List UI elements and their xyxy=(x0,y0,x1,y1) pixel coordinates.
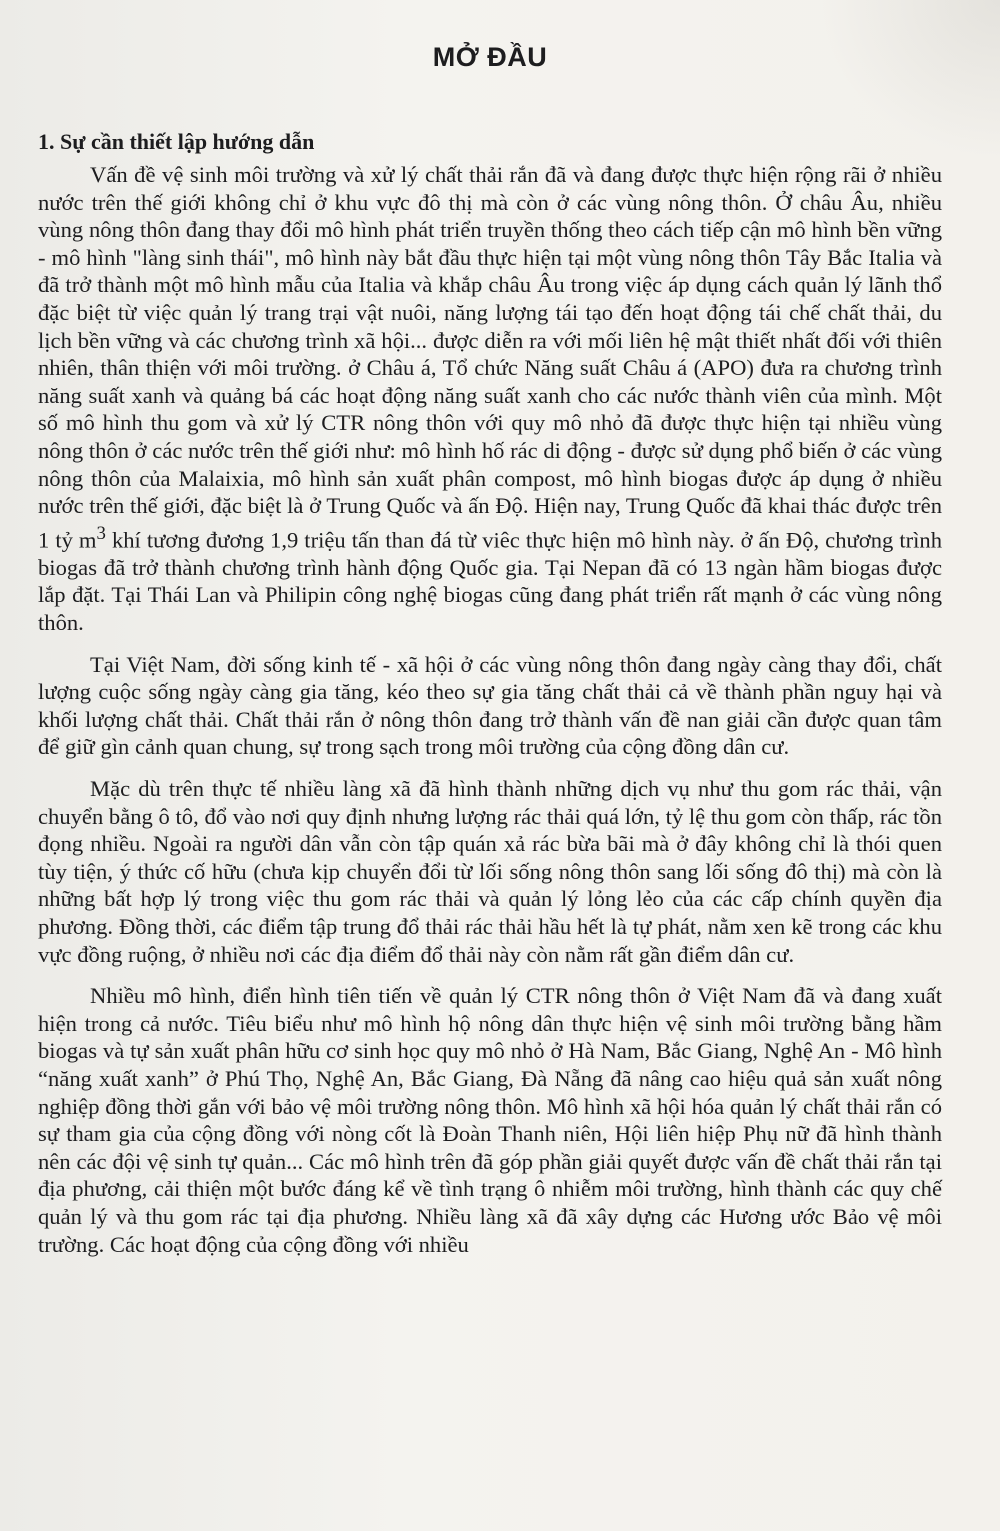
paragraph-4: Nhiều mô hình, điển hình tiên tiến về quản lý CTR nông thôn ở Việt Nam đã và đang xuất hiện trong cả nước. Tiêu biểu như mô hình hộ nông dân thực hiện vệ sinh môi trường bằng hầm biogas và tự sản xuất phân hữu cơ sinh học quy mô nhỏ ở Hà Nam, Bắc Giang, Nghệ An - Mô hình “năng xuất xanh” ở Phú Thọ, Nghệ An, Bắc Giang, Đà Nẵng đã nâng cao hiệu quả sản xuất nông nghiệp đồng thời gắn với bảo vệ môi trường nông thôn. Mô hình xã hội hóa quản lý chất thải rắn có sự tham gia của cộng đồng với nòng cốt là Đoàn Thanh niên, Hội liên hiệp Phụ nữ đã hình thành nên các đội vệ sinh tự quản... Các mô hình trên đã góp phần giải quyết được vấn đề chất thải rắn tại địa phương, cải thiện một bước đáng kể về tình trạng ô nhiễm môi trường, hình thành các quy chế quản lý và thu gom rác tại địa phương. Nhiều làng xã đã xây dựng các Hương ước Bảo vệ môi trường. Các hoạt động của cộng đồng với nhiều xyxy=(38,983,942,1257)
page-title: MỞ ĐẦU xyxy=(432,42,548,72)
paragraph-1-continuation: khí tương đương 1,9 triệu tấn than đá từ viêc thực hiện mô hình này. ở ấn Độ, chương trình biogas đã trở thành chương trình hành động Quốc gia. Tại Nepan đã có 13 ngàn hầm biogas được lắp đặt. Tại Thái Lan và Philipin công nghệ biogas cũng đang phát triển rất mạnh ở các vùng nông thôn. xyxy=(38,527,942,636)
paragraph-3: Mặc dù trên thực tế nhiều làng xã đã hình thành những dịch vụ như thu gom rác thải, vận chuyển bằng ô tô, đổ vào nơi quy định nhưng lượng rác thải quá lớn, tỷ lệ thu gom còn thấp, rác tồn đọng nhiều. Ngoài ra người dân vẫn còn tập quán xả rác bừa bãi mà ở đây không chỉ là thói quen tùy tiện, ý thức cố hữu (chưa kịp chuyển đổi từ lối sống nông thôn sang lối sống đô thị) mà còn là những bất hợp lý trong việc thu gom rác thải và quản lý lỏng lẻo của các cấp chính quyền địa phương. Đồng thời, các điểm tập trung đổ thải rác thải hầu hết là tự phát, nằm xen kẽ trong các khu vực đồng ruộng, ở nhiều nơi các địa điểm đổ thải này còn nằm rất gần điểm dân cư. xyxy=(38,776,942,967)
paragraph-1-text: Vấn đề vệ sinh môi trường và xử lý chất thải rắn đã và đang được thực hiện rộng rãi ở nhiều nước trên thế giới không chỉ ở khu vực đô thị mà còn ở các vùng nông thôn. Ở châu Âu, nhiều vùng nông thôn đang thay đổi mô hình phát triển truyền thống theo cách tiếp cận mô hình bền vững - mô hình "làng sinh thái", mô hình này bắt đầu thực hiện tại một vùng nông thôn Tây Bắc Italia và đã trở thành một mô hình mẫu của Italia và khắp châu Âu trong việc áp dụng cách quản lý lãnh thổ đặc biệt từ việc quản lý trang trại vật nuôi, năng lượng tái tạo đến hoạt động tái chế chất thải, du lịch bền vững và các chương trình xã hội... được diễn ra với mối liên hệ mật thiết nhất đối với thiên nhiên, thân thiện với môi trường. ở Châu á, Tổ chức Năng suất Châu á (APO) đưa ra chương trình năng suất xanh và quảng bá các hoạt động năng suất xanh cho các nước thành viên của mình. Một số mô hình thu gom và xử lý CTR nông thôn với quy mô nhỏ đã được thực hiện tại nhiều vùng nông thôn ở các nước trên thế giới như: mô hình hố rác di động - được sử dụng phổ biến ở các vùng nông thôn của Malaixia, mô hình sản xuất phân compost, mô hình biogas được áp dụng ở nhiều nước trên thế giới, đặc biệt là ở Trung Quốc và ấn Độ. Hiện nay, Trung Quốc đã khai thác được trên 1 tỷ m xyxy=(38,162,942,553)
superscript-3: 3 xyxy=(96,522,106,544)
paragraph-1 xyxy=(38,161,942,637)
section-heading: 1. Sự cần thiết lập hướng dẫn xyxy=(38,129,315,154)
paragraph-2: Tại Việt Nam, đời sống kinh tế - xã hội ở các vùng nông thôn đang ngày càng thay đổi, chất lượng cuộc sống ngày càng gia tăng, kéo theo sự gia tăng chất thải cả về thành phần nguy hại và khối lượng chất thải. Chất thải rắn ở nông thôn đang trở thành vấn đề nan giải cần được quan tâm để giữ gìn cảnh quan chung, sự trong sạch trong môi trường của cộng đồng dân cư. xyxy=(38,651,942,760)
